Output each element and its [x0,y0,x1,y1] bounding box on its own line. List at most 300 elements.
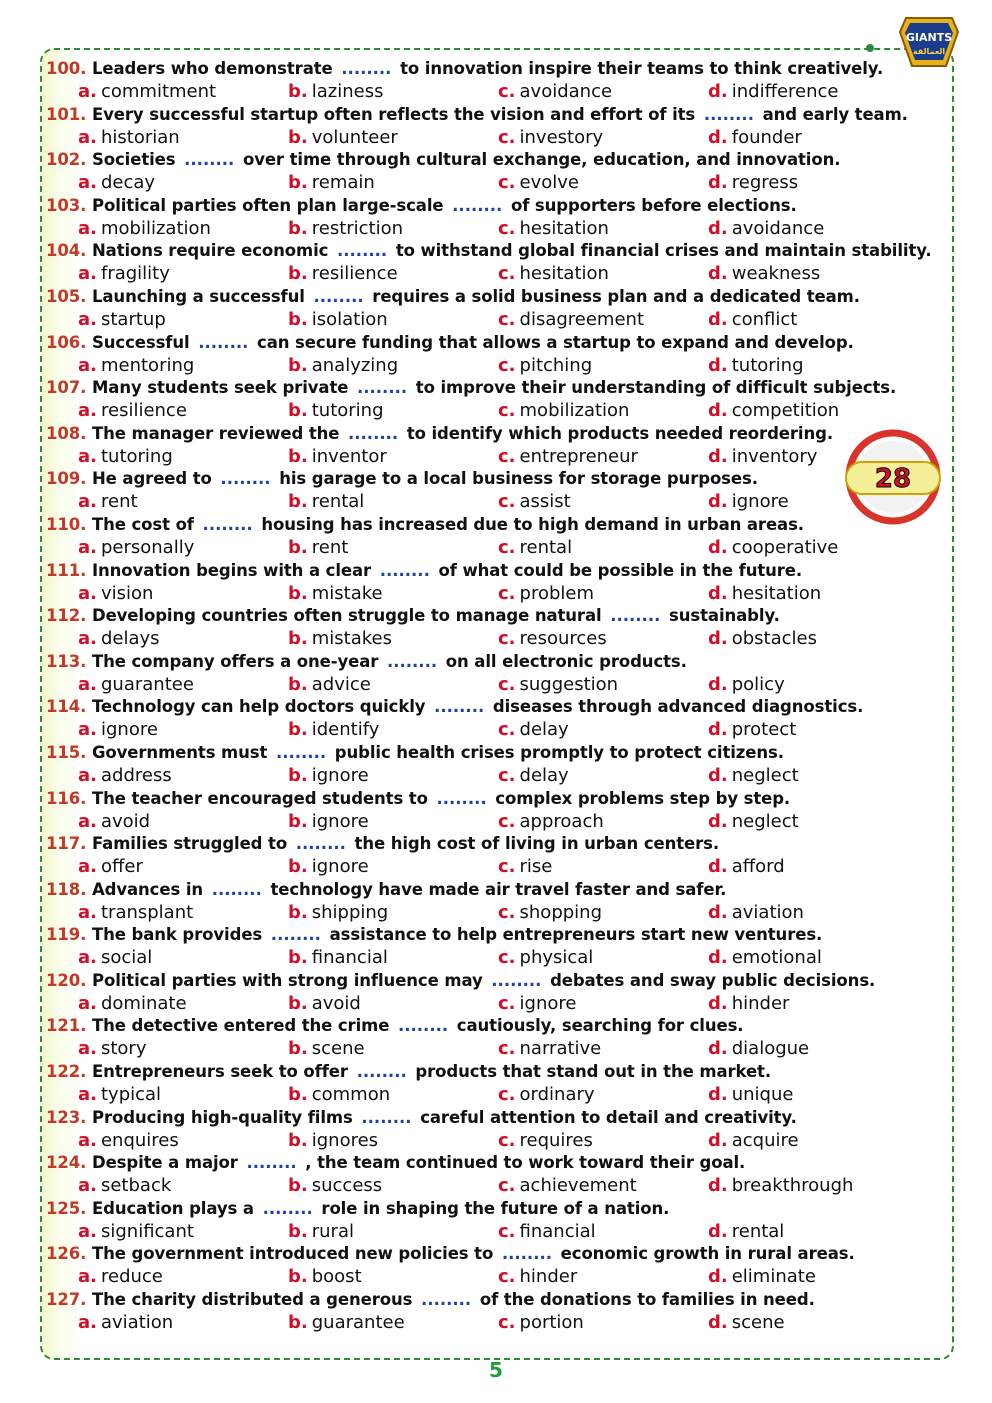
question-number: 100. [46,59,87,78]
answer-options [46,1037,946,1060]
question-number: 101. [46,104,87,124]
question-text-after: assistance to help entrepreneurs start new ventures. [329,925,823,945]
option-letter: a. [78,491,97,513]
option-letter: a. [78,1038,97,1060]
question-number: 123. [46,1107,87,1127]
option-b[interactable] [288,855,369,878]
option-d[interactable] [708,262,820,285]
option-c[interactable] [498,718,569,741]
option-letter: b. [288,1312,308,1334]
option-a[interactable] [78,627,160,650]
option-text: ignore [519,992,577,1014]
option-text: startup [100,308,166,330]
option-text: resilience [100,400,187,422]
option-letter: c. [498,1312,516,1334]
option-text: breakthrough [731,1175,854,1197]
option-letter: b. [288,582,308,604]
option-b[interactable] [288,718,379,741]
question-number: 120. [46,970,87,990]
option-letter: c. [498,81,516,102]
question-blank: ........ [198,332,249,352]
question-text-before: Producing high-quality films [91,1107,353,1127]
option-letter: b. [288,1038,308,1060]
option-text: laziness [311,81,384,102]
option-a[interactable] [78,217,211,240]
option-letter: a. [78,992,97,1014]
option-d[interactable] [708,673,785,696]
question-number: 112. [46,606,87,626]
option-c[interactable] [498,1037,601,1060]
option-c[interactable] [498,536,572,559]
option-c[interactable] [498,171,579,194]
question-text-after: his garage to a local business for storage purposes. [279,469,758,489]
option-c[interactable] [498,901,602,924]
option-text: cooperative [731,536,839,558]
option-c[interactable] [498,217,609,240]
option-text: dialogue [731,1038,810,1060]
option-letter: b. [288,263,308,285]
option-letter: d. [708,1084,728,1106]
option-a[interactable] [78,855,143,878]
question-text-after: can secure funding that allows a startup to expand and develop. [257,332,854,352]
option-letter: b. [288,1220,308,1242]
answer-options [46,126,946,149]
option-c[interactable] [498,627,607,650]
option-d[interactable] [708,490,789,513]
question-item [46,1198,946,1244]
option-text: identify [311,719,380,741]
option-letter: c. [498,172,516,194]
option-letter: a. [78,947,97,969]
answer-options [46,673,946,696]
option-c[interactable] [498,262,609,285]
option-text: eliminate [731,1266,816,1288]
question-stem [46,1015,946,1037]
option-letter: b. [288,1129,308,1151]
option-text: rental [519,536,573,558]
option-c[interactable] [498,673,618,696]
question-blank: ........ [270,925,321,945]
option-b[interactable] [288,126,398,149]
question-number: 105. [46,286,87,306]
option-a[interactable] [78,308,166,331]
question-text-before: Many students seek private [91,378,349,398]
option-text: restriction [311,217,404,239]
option-text: hesitation [519,263,609,285]
answer-options [46,946,946,969]
option-text: hinder [519,1266,578,1288]
option-text: analyzing [311,354,399,376]
option-text: mistake [311,582,383,604]
option-c[interactable] [498,1311,584,1334]
option-a[interactable] [78,399,187,422]
option-letter: a. [78,810,97,832]
option-c[interactable] [498,1083,595,1106]
option-text: vision [100,582,154,604]
option-d[interactable] [708,764,799,787]
option-b[interactable] [288,992,361,1015]
option-c[interactable] [498,80,612,103]
option-text: assist [519,491,571,513]
option-text: afford [731,856,785,878]
option-c[interactable] [498,810,604,833]
option-text: rent [311,536,349,558]
question-stem [46,468,946,490]
option-a[interactable] [78,673,194,696]
answer-options [46,171,946,194]
option-a[interactable] [78,536,194,559]
option-text: mobilization [100,217,211,239]
option-letter: d. [708,126,728,148]
option-text: shopping [519,901,603,923]
option-letter: b. [288,1266,308,1288]
question-stem [46,879,946,901]
question-item [46,240,946,286]
option-letter: c. [498,491,516,513]
option-text: hesitation [519,217,609,239]
option-b[interactable] [288,1174,382,1197]
option-d[interactable] [708,1220,784,1243]
question-text-before: Governments must [91,742,268,762]
option-b[interactable] [288,1265,362,1288]
option-letter: c. [498,901,516,923]
question-text-after: to innovation inspire their teams to think creatively. [400,59,884,78]
option-letter: b. [288,856,308,878]
option-c[interactable] [498,582,594,605]
question-blank: ........ [348,423,399,443]
option-letter: d. [708,81,728,102]
option-letter: c. [498,1175,516,1197]
question-stem [46,1198,946,1220]
question-text-before: Every successful startup often reflects the vision and effort of its [91,104,696,124]
option-letter: a. [78,628,97,650]
answer-options [46,901,946,924]
option-text: ignore [311,810,369,832]
option-text: evolve [519,172,579,194]
option-d[interactable] [708,1037,809,1060]
option-d[interactable] [708,445,817,468]
option-c[interactable] [498,308,644,331]
question-text-before: Families struggled to [91,834,288,854]
option-letter: b. [288,1084,308,1106]
option-a[interactable] [78,1129,179,1152]
option-text: ignore [100,719,158,741]
option-d[interactable] [708,126,802,149]
option-text: scene [311,1038,365,1060]
option-letter: d. [708,1312,728,1334]
option-c[interactable] [498,126,603,149]
option-b[interactable] [288,627,392,650]
question-text-before: Political parties often plan large-scale [91,195,444,215]
option-d[interactable] [708,399,839,422]
option-c[interactable] [498,946,593,969]
question-stem [46,970,946,992]
option-letter: b. [288,172,308,194]
option-d[interactable] [708,1174,853,1197]
option-c[interactable] [498,1129,593,1152]
question-blank: ........ [501,1244,553,1264]
option-a[interactable] [78,1311,173,1334]
option-d[interactable] [708,718,796,741]
option-d[interactable] [708,946,822,969]
option-text: avoid [311,992,361,1014]
option-c[interactable] [498,764,569,787]
question-stem [46,332,946,354]
option-d[interactable] [708,217,824,240]
question-text-before: The cost of [91,514,194,534]
option-letter: d. [708,1175,728,1197]
option-d[interactable] [708,810,799,833]
option-d[interactable] [708,1083,793,1106]
question-number: 124. [46,1153,87,1173]
option-text: avoid [100,810,151,832]
option-text: aviation [731,901,804,923]
option-c[interactable] [498,354,592,377]
option-a[interactable] [78,764,172,787]
option-a[interactable] [78,1083,161,1106]
option-b[interactable] [288,354,398,377]
option-d[interactable] [708,80,839,103]
question-item [46,1061,946,1107]
option-letter: d. [708,673,728,695]
option-text: hinder [731,992,790,1014]
option-letter: a. [78,719,97,741]
question-stem [46,1152,946,1174]
question-text-after: on all electronic products. [445,651,687,671]
option-text: delay [519,719,569,741]
question-stem [46,423,946,445]
logo-text: GIANTS [905,31,953,44]
option-text: indifference [731,81,839,102]
option-text: approach [519,810,604,832]
option-letter: a. [78,1175,97,1197]
option-letter: d. [708,628,728,650]
question-blank: ........ [211,879,262,899]
option-a[interactable] [78,718,158,741]
option-d[interactable] [708,308,797,331]
option-text: mistakes [311,628,392,650]
option-letter: d. [708,947,728,969]
option-letter: c. [498,947,516,969]
question-blank: ........ [275,742,327,762]
option-letter: c. [498,354,516,376]
option-letter: b. [288,354,308,376]
option-c[interactable] [498,1220,596,1243]
question-text-after: debates and sway public decisions. [550,970,876,990]
option-letter: a. [78,536,97,558]
option-b[interactable] [288,308,388,331]
option-c[interactable] [498,992,576,1015]
option-b[interactable] [288,171,375,194]
option-a[interactable] [78,1037,147,1060]
option-text: founder [731,126,802,148]
option-a[interactable] [78,1174,171,1197]
option-letter: b. [288,217,308,239]
option-letter: c. [498,308,516,330]
option-d[interactable] [708,1129,799,1152]
question-blank: ........ [434,697,485,717]
question-text-after: of the donations to families in need. [479,1290,815,1310]
option-d[interactable] [708,1265,816,1288]
option-a[interactable] [78,80,216,103]
option-b[interactable] [288,764,369,787]
answer-options [46,718,946,741]
option-a[interactable] [78,1265,163,1288]
option-d[interactable] [708,855,785,878]
option-b[interactable] [288,80,383,103]
option-letter: b. [288,992,308,1014]
option-text: rise [519,856,553,878]
option-b[interactable] [288,1311,405,1334]
option-letter: c. [498,400,516,422]
option-d[interactable] [708,354,804,377]
question-text-before: Nations require economic [91,241,329,261]
option-a[interactable] [78,126,180,149]
answer-options [46,810,946,833]
question-text-before: The company offers a one-year [91,651,379,671]
question-number: 117. [46,834,87,854]
option-b[interactable] [288,445,387,468]
option-letter: b. [288,445,308,467]
option-a[interactable] [78,445,173,468]
question-text-before: Launching a successful [91,286,305,306]
option-letter: a. [78,1220,97,1242]
question-stem [46,924,946,946]
question-number: 122. [46,1062,87,1082]
option-text: fragility [100,263,170,285]
question-number: 126. [46,1244,87,1264]
option-b[interactable] [288,946,388,969]
option-c[interactable] [498,399,629,422]
option-a[interactable] [78,582,153,605]
option-b[interactable] [288,262,398,285]
question-text-before: Leaders who demonstrate [91,59,333,78]
question-item [46,1243,946,1289]
option-b[interactable] [288,582,383,605]
question-list [46,58,946,1335]
option-letter: c. [498,764,516,786]
option-a[interactable] [78,992,187,1015]
option-text: hesitation [731,582,822,604]
logo-subtitle: العمالقة [912,47,946,56]
question-blank: ........ [202,514,253,534]
option-c[interactable] [498,855,552,878]
option-b[interactable] [288,1037,365,1060]
option-b[interactable] [288,901,388,924]
option-text: inventor [311,445,387,467]
question-stem [46,58,946,80]
option-letter: d. [708,445,728,467]
option-a[interactable] [78,946,152,969]
question-blank: ........ [397,1016,449,1036]
question-text-after: products that stand out in the market. [415,1062,771,1082]
option-a[interactable] [78,901,193,924]
page-badge [844,428,942,526]
option-letter: d. [708,1129,728,1151]
question-stem [46,514,946,536]
question-text-before: Societies [91,150,176,170]
option-b[interactable] [288,1220,354,1243]
option-d[interactable] [708,171,798,194]
question-text-after: economic growth in rural areas. [560,1244,855,1264]
option-c[interactable] [498,445,638,468]
option-text: investory [519,126,604,148]
option-d[interactable] [708,582,821,605]
option-b[interactable] [288,1083,390,1106]
option-letter: d. [708,354,728,376]
option-letter: d. [708,1038,728,1060]
question-text-after: and early team. [762,104,908,124]
answer-options [46,308,946,331]
option-c[interactable] [498,1265,577,1288]
option-d[interactable] [708,1311,785,1334]
option-b[interactable] [288,810,369,833]
option-letter: a. [78,673,97,695]
option-a[interactable] [78,262,170,285]
option-text: conflict [731,308,798,330]
option-letter: b. [288,628,308,650]
question-number: 108. [46,423,87,443]
option-text: ignore [731,491,789,513]
option-d[interactable] [708,627,817,650]
option-a[interactable] [78,490,138,513]
option-letter: b. [288,719,308,741]
option-d[interactable] [708,536,838,559]
option-text: volunteer [311,126,398,148]
option-c[interactable] [498,1174,637,1197]
question-text-after: careful attention to detail and creativity. [420,1107,797,1127]
answer-options [46,582,946,605]
option-text: protect [731,719,797,741]
option-text: rural [311,1220,354,1242]
question-text-after: public health crises promptly to protect citizens. [334,742,784,762]
option-c[interactable] [498,490,571,513]
question-number: 104. [46,241,87,261]
option-d[interactable] [708,901,804,924]
option-text: requires [519,1129,593,1151]
question-blank: ........ [220,469,271,489]
question-item [46,468,946,514]
question-text-before: Education plays a [91,1198,254,1218]
option-a[interactable] [78,171,155,194]
option-a[interactable] [78,810,150,833]
option-b[interactable] [288,536,348,559]
question-item [46,879,946,925]
answer-options [46,262,946,285]
question-text-after: requires a solid business plan and a dedicated team. [372,286,860,306]
option-text: acquire [731,1129,799,1151]
question-number: 106. [46,332,87,352]
answer-options [46,855,946,878]
question-number: 121. [46,1016,87,1036]
question-text-after: of what could be possible in the future. [438,560,803,580]
option-b[interactable] [288,217,403,240]
option-b[interactable] [288,673,371,696]
question-text-before: The charity distributed a generous [91,1290,413,1310]
border-dot [866,44,874,52]
question-blank: ........ [356,378,408,398]
option-a[interactable] [78,354,194,377]
question-number: 116. [46,788,87,808]
question-stem [46,560,946,582]
option-b[interactable] [288,490,364,513]
option-a[interactable] [78,1220,194,1243]
option-b[interactable] [288,1129,378,1152]
question-text-before: He agreed to [91,469,212,489]
option-d[interactable] [708,992,789,1015]
answer-options [46,992,946,1015]
option-b[interactable] [288,399,384,422]
